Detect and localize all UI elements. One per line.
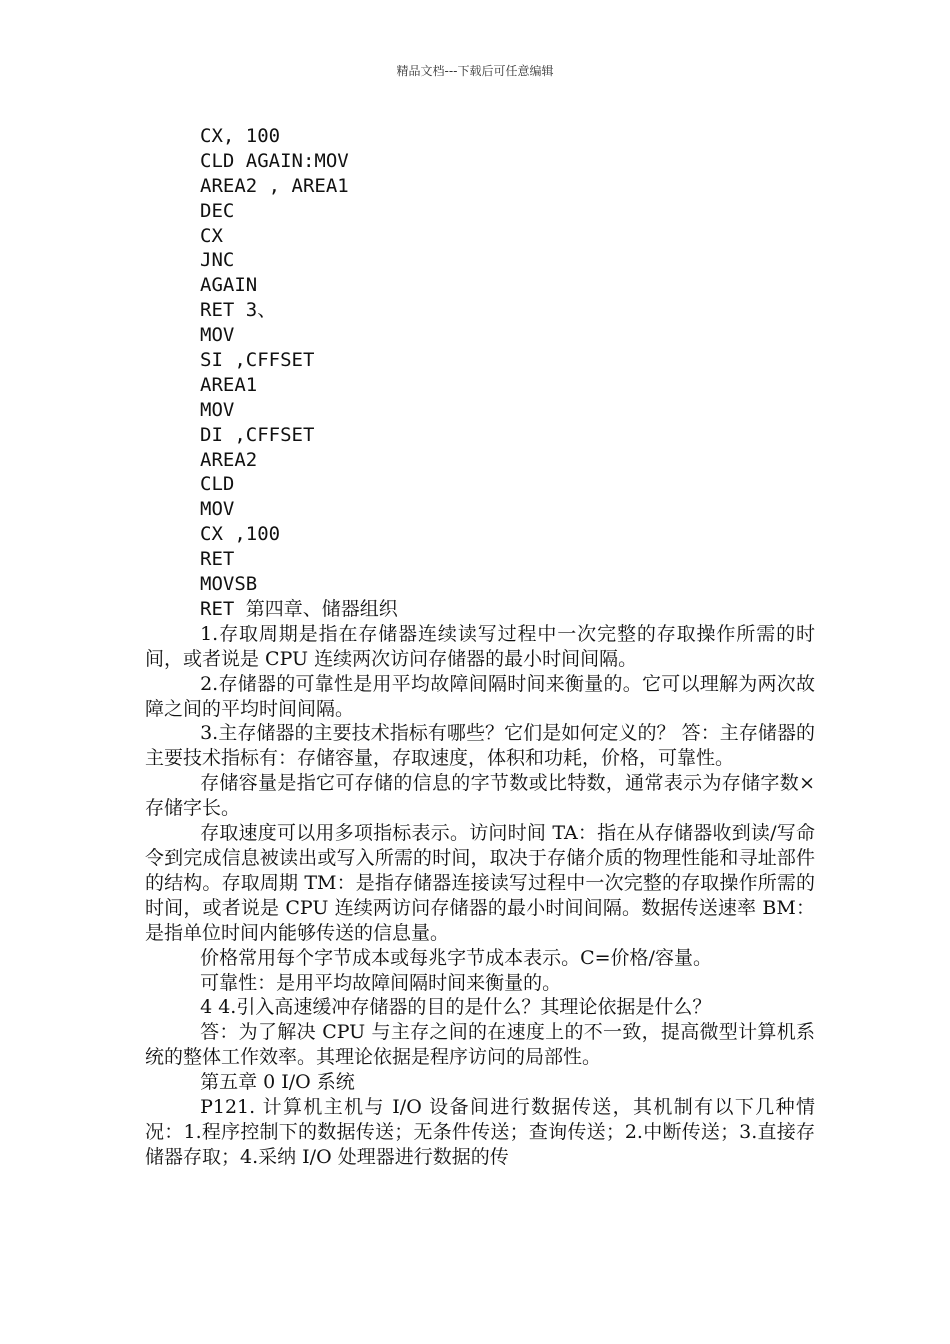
paragraph-cache-answer: 答：为了解决 CPU 与主存之间的在速度上的不一致，提高微型计算机系统的整体工作效率。其理论依据是程序访问的局部性。	[145, 1021, 815, 1069]
paragraph-capacity: 存储容量是指它可存储的信息的字节数或比特数，通常表示为存储字数×存储字长。	[145, 772, 815, 820]
code-line: JNC	[200, 249, 235, 272]
code-line: CLD	[200, 473, 235, 496]
code-line: CX ,100	[200, 523, 281, 546]
code-line: MOV	[200, 398, 235, 421]
paragraph-cache-question: 4 4.引入高速缓冲存储器的目的是什么？其理论依据是什么？	[200, 996, 712, 1019]
code-line: AREA2	[200, 448, 258, 471]
code-line: SI ,CFFSET	[200, 349, 315, 372]
code-line: AREA2 , AREA1	[200, 174, 349, 197]
code-line: CX	[200, 224, 223, 247]
paragraph-reliability-definition: 可靠性：是用平均故障间隔时间来衡量的。	[200, 971, 562, 994]
code-line: DI ,CFFSET	[200, 423, 315, 446]
code-line: RET 3、	[200, 299, 277, 322]
code-line: CX, 100	[200, 125, 281, 147]
code-line: CLD AGAIN:MOV	[200, 149, 349, 172]
paragraph-price: 价格常用每个字节成本或每兆字节成本表示。C=价格/容量。	[200, 946, 712, 969]
paragraph-access-cycle: 1.存取周期是指在存储器连续读写过程中一次完整的存取操作所需的时间，或者说是 CPU 连续两次访问存储器的最小时间间隔。	[145, 622, 815, 670]
code-line: DEC	[200, 199, 235, 222]
chapter-four-heading: RET 第四章、储器组织	[200, 597, 398, 620]
paragraph-main-memory-metrics: 3.主存储器的主要技术指标有哪些？它们是如何定义的？ 答：主存储器的主要技术指标有：存储容量，存取速度，体积和功耗，价格，可靠性。	[145, 722, 815, 770]
code-line: AGAIN	[200, 274, 258, 297]
page-header: 精品文档---下载后可任意编辑	[396, 64, 554, 78]
code-line: MOV	[200, 324, 235, 347]
document-body	[145, 124, 815, 1170]
code-line: MOVSB	[200, 573, 258, 596]
paragraph-io-transfer: P121. 计算机主机与 I/O 设备间进行数据传送，其机制有以下几种情况：1.程序控制下的数据传送；无条件传送；查询传送；2.中断传送；3.直接存储器存取；4.采纳 I/O 处理器进行数据的传	[145, 1096, 815, 1168]
code-line: AREA1	[200, 373, 258, 396]
code-line: MOV	[200, 498, 235, 521]
paragraph-reliability: 2.存储器的可靠性是用平均故障间隔时间来衡量的。它可以理解为两次故障之间的平均时间间隔。	[145, 672, 815, 720]
code-line: RET	[200, 548, 235, 571]
paragraph-access-speed: 存取速度可以用多项指标表示。访问时间 TA：指在从存储器收到读/写命令到完成信息被读出或写入所需的时间，取决于存储介质的物理性能和寻址部件的结构。存取周期 TM：是指存储器连接读写过程中一次完整的存取操作所需的时间，或者说是 CPU 连续两访问存储器的最小时间间隔。数据传送速率 BM：是指单位时间内能够传送的信息量。	[145, 822, 815, 944]
chapter-five-heading: 第五章 0 I/O 系统	[200, 1071, 355, 1094]
